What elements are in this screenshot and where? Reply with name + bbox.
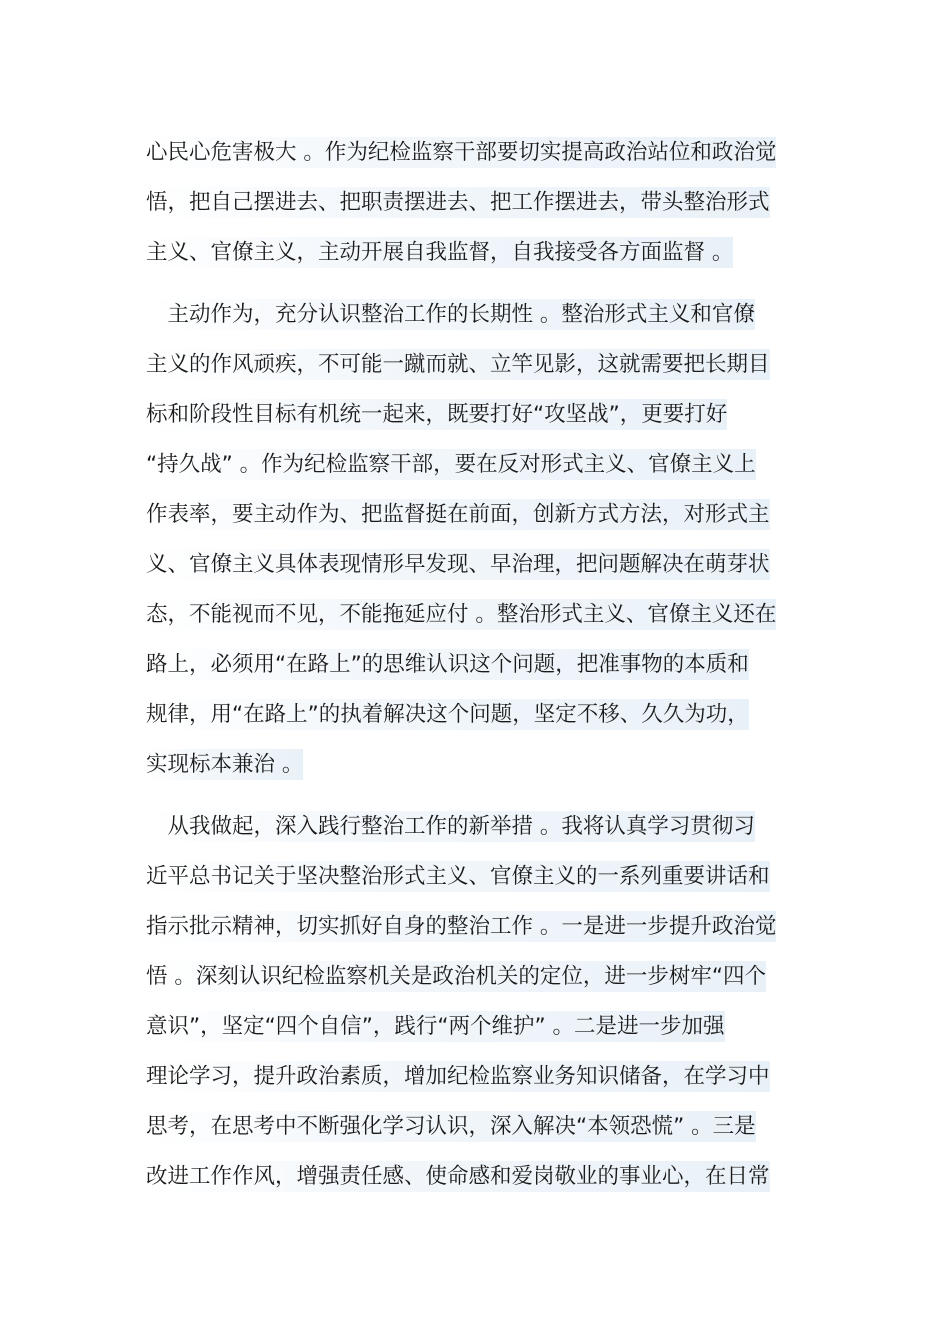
text-line: 指示批示精神，切实抓好自身的整治工作 。一是进一步提升政治觉	[146, 902, 806, 952]
text-line: 意识”，坚定“四个自信”，践行“两个维护” 。二是进一步加强	[146, 1002, 806, 1052]
text-line: 理论学习，提升政治素质，增加纪检监察业务知识储备，在学习中	[146, 1052, 806, 1102]
text-line: 从我做起，深入践行整治工作的新举措 。我将认真学习贯彻习	[146, 802, 806, 852]
text-line: 主动作为，充分认识整治工作的长期性 。整治形式主义和官僚	[146, 290, 806, 340]
text-line: 态，不能视而不见，不能拖延应付 。整治形式主义、官僚主义还在	[146, 590, 806, 640]
text-line: 实现标本兼治 。	[146, 740, 806, 790]
text-line: 路上，必须用“在路上”的思维认识这个问题，把准事物的本质和	[146, 640, 806, 690]
text-line: 改进工作作风，增强责任感、使命感和爱岗敬业的事业心，在日常	[146, 1152, 806, 1202]
paragraph-3	[146, 802, 806, 1202]
text-line: 心民心危害极大 。作为纪检监察干部要切实提高政治站位和政治觉	[146, 128, 806, 178]
paragraph-1	[146, 128, 806, 278]
paragraph-2	[146, 290, 806, 790]
text-line: 标和阶段性目标有机统一起来，既要打好“攻坚战”，更要打好	[146, 390, 806, 440]
text-line: 近平总书记关于坚决整治形式主义、官僚主义的一系列重要讲话和	[146, 852, 806, 902]
text-line: “持久战” 。作为纪检监察干部，要在反对形式主义、官僚主义上	[146, 440, 806, 490]
text-line: 主义的作风顽疾，不可能一蹴而就、立竿见影，这就需要把长期目	[146, 340, 806, 390]
text-line: 主义、官僚主义，主动开展自我监督，自我接受各方面监督 。	[146, 228, 806, 278]
text-line: 作表率，要主动作为、把监督挺在前面，创新方式方法，对形式主	[146, 490, 806, 540]
text-line: 悟 。深刻认识纪检监察机关是政治机关的定位，进一步树牢“四个	[146, 952, 806, 1002]
text-line: 思考，在思考中不断强化学习认识，深入解决“本领恐慌” 。三是	[146, 1102, 806, 1152]
text-line: 规律，用“在路上”的执着解决这个问题，坚定不移、久久为功，	[146, 690, 806, 740]
text-line: 悟，把自己摆进去、把职责摆进去、把工作摆进去，带头整治形式	[146, 178, 806, 228]
text-line: 义、官僚主义具体表现情形早发现、早治理，把问题解决在萌芽状	[146, 540, 806, 590]
